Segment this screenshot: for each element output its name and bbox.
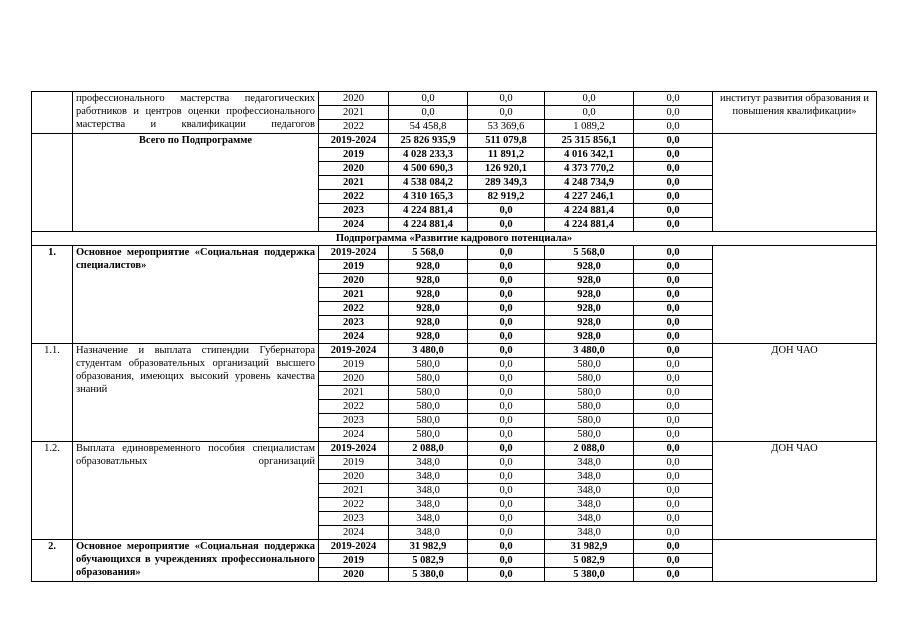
value-cell-4: 0,0 bbox=[634, 512, 713, 526]
item-number-cell: 2. bbox=[32, 540, 73, 582]
value-cell-1: 54 458,8 bbox=[389, 120, 468, 134]
value-cell-2: 0,0 bbox=[468, 288, 545, 302]
value-cell-1: 5 082,9 bbox=[389, 554, 468, 568]
value-cell-3: 4 227 246,1 bbox=[545, 190, 634, 204]
value-cell-3: 5 380,0 bbox=[545, 568, 634, 582]
value-cell-3: 580,0 bbox=[545, 372, 634, 386]
executor-cell bbox=[713, 246, 877, 344]
value-cell-1: 4 310 165,3 bbox=[389, 190, 468, 204]
table-row bbox=[32, 344, 877, 358]
value-cell-2: 0,0 bbox=[468, 540, 545, 554]
value-cell-4: 0,0 bbox=[634, 218, 713, 232]
value-cell-1: 580,0 bbox=[389, 386, 468, 400]
value-cell-2: 0,0 bbox=[468, 106, 545, 120]
year-cell: 2024 bbox=[319, 428, 389, 442]
year-cell: 2021 bbox=[319, 288, 389, 302]
year-cell: 2023 bbox=[319, 512, 389, 526]
value-cell-3: 580,0 bbox=[545, 428, 634, 442]
value-cell-4: 0,0 bbox=[634, 246, 713, 260]
item-number-cell: 1. bbox=[32, 246, 73, 344]
value-cell-4: 0,0 bbox=[634, 428, 713, 442]
value-cell-3: 5 568,0 bbox=[545, 246, 634, 260]
year-cell: 2019 bbox=[319, 554, 389, 568]
item-number-cell bbox=[32, 134, 73, 232]
value-cell-4: 0,0 bbox=[634, 456, 713, 470]
value-cell-1: 928,0 bbox=[389, 316, 468, 330]
value-cell-2: 0,0 bbox=[468, 330, 545, 344]
value-cell-1: 580,0 bbox=[389, 358, 468, 372]
value-cell-4: 0,0 bbox=[634, 288, 713, 302]
value-cell-3: 348,0 bbox=[545, 512, 634, 526]
item-number-cell bbox=[32, 92, 73, 134]
year-cell: 2019 bbox=[319, 148, 389, 162]
value-cell-1: 5 568,0 bbox=[389, 246, 468, 260]
value-cell-3: 348,0 bbox=[545, 470, 634, 484]
year-cell: 2019 bbox=[319, 260, 389, 274]
value-cell-2: 0,0 bbox=[468, 372, 545, 386]
value-cell-3: 0,0 bbox=[545, 92, 634, 106]
executor-cell: ДОН ЧАО bbox=[713, 344, 877, 442]
year-cell: 2021 bbox=[319, 176, 389, 190]
value-cell-1: 348,0 bbox=[389, 512, 468, 526]
value-cell-2: 0,0 bbox=[468, 92, 545, 106]
value-cell-3: 5 082,9 bbox=[545, 554, 634, 568]
year-cell: 2020 bbox=[319, 274, 389, 288]
subprogram-title: Подпрограмма «Развитие кадрового потенциала» bbox=[32, 232, 877, 246]
value-cell-1: 928,0 bbox=[389, 288, 468, 302]
value-cell-1: 25 826 935,9 bbox=[389, 134, 468, 148]
value-cell-2: 0,0 bbox=[468, 274, 545, 288]
item-number-cell: 1.1. bbox=[32, 344, 73, 442]
value-cell-2: 0,0 bbox=[468, 204, 545, 218]
year-cell: 2020 bbox=[319, 470, 389, 484]
year-cell: 2024 bbox=[319, 218, 389, 232]
value-cell-3: 4 224 881,4 bbox=[545, 204, 634, 218]
year-cell: 2020 bbox=[319, 372, 389, 386]
value-cell-2: 53 369,6 bbox=[468, 120, 545, 134]
table-row bbox=[32, 540, 877, 554]
year-cell: 2021 bbox=[319, 386, 389, 400]
value-cell-3: 348,0 bbox=[545, 498, 634, 512]
value-cell-1: 348,0 bbox=[389, 456, 468, 470]
value-cell-4: 0,0 bbox=[634, 442, 713, 456]
description-cell: Основное мероприятие «Социальная поддержка специалистов» bbox=[73, 246, 319, 344]
value-cell-4: 0,0 bbox=[634, 176, 713, 190]
value-cell-1: 5 380,0 bbox=[389, 568, 468, 582]
value-cell-2: 511 079,8 bbox=[468, 134, 545, 148]
value-cell-2: 0,0 bbox=[468, 260, 545, 274]
value-cell-1: 4 224 881,4 bbox=[389, 204, 468, 218]
value-cell-3: 3 480,0 bbox=[545, 344, 634, 358]
value-cell-3: 928,0 bbox=[545, 302, 634, 316]
value-cell-2: 0,0 bbox=[468, 498, 545, 512]
year-cell: 2019-2024 bbox=[319, 442, 389, 456]
value-cell-1: 928,0 bbox=[389, 260, 468, 274]
value-cell-4: 0,0 bbox=[634, 260, 713, 274]
value-cell-4: 0,0 bbox=[634, 330, 713, 344]
value-cell-4: 0,0 bbox=[634, 106, 713, 120]
value-cell-2: 0,0 bbox=[468, 344, 545, 358]
year-cell: 2022 bbox=[319, 498, 389, 512]
value-cell-4: 0,0 bbox=[634, 414, 713, 428]
year-cell: 2019-2024 bbox=[319, 246, 389, 260]
table-row bbox=[32, 134, 877, 148]
value-cell-4: 0,0 bbox=[634, 148, 713, 162]
description-cell: профессионального мастерства педагогических работников и центров оценки профессионального мастерства и квалификации педагогов bbox=[73, 92, 319, 134]
value-cell-3: 348,0 bbox=[545, 526, 634, 540]
year-cell: 2020 bbox=[319, 162, 389, 176]
year-cell: 2023 bbox=[319, 414, 389, 428]
description-cell: Основное мероприятие «Социальная поддержка обучающихся в учреждениях профессионального образования» bbox=[73, 540, 319, 582]
value-cell-1: 0,0 bbox=[389, 106, 468, 120]
value-cell-2: 0,0 bbox=[468, 358, 545, 372]
table-row bbox=[32, 246, 877, 260]
value-cell-3: 348,0 bbox=[545, 456, 634, 470]
value-cell-1: 3 480,0 bbox=[389, 344, 468, 358]
value-cell-1: 348,0 bbox=[389, 526, 468, 540]
value-cell-4: 0,0 bbox=[634, 554, 713, 568]
value-cell-3: 4 016 342,1 bbox=[545, 148, 634, 162]
value-cell-4: 0,0 bbox=[634, 400, 713, 414]
value-cell-2: 82 919,2 bbox=[468, 190, 545, 204]
executor-cell bbox=[713, 540, 877, 582]
value-cell-2: 289 349,3 bbox=[468, 176, 545, 190]
value-cell-2: 0,0 bbox=[468, 526, 545, 540]
value-cell-2: 0,0 bbox=[468, 246, 545, 260]
value-cell-1: 4 028 233,3 bbox=[389, 148, 468, 162]
year-cell: 2022 bbox=[319, 190, 389, 204]
value-cell-2: 0,0 bbox=[468, 554, 545, 568]
value-cell-4: 0,0 bbox=[634, 120, 713, 134]
value-cell-2: 0,0 bbox=[468, 218, 545, 232]
table-row bbox=[32, 92, 877, 106]
budget-table bbox=[31, 91, 877, 582]
subprogram-row bbox=[32, 232, 877, 246]
value-cell-2: 0,0 bbox=[468, 456, 545, 470]
value-cell-1: 580,0 bbox=[389, 400, 468, 414]
year-cell: 2019 bbox=[319, 456, 389, 470]
value-cell-3: 348,0 bbox=[545, 484, 634, 498]
value-cell-2: 0,0 bbox=[468, 470, 545, 484]
value-cell-3: 928,0 bbox=[545, 288, 634, 302]
value-cell-3: 928,0 bbox=[545, 316, 634, 330]
value-cell-2: 0,0 bbox=[468, 568, 545, 582]
value-cell-4: 0,0 bbox=[634, 568, 713, 582]
description-cell: Выплата единовременного пособия специалистам образоватльных организаций bbox=[73, 442, 319, 540]
value-cell-4: 0,0 bbox=[634, 372, 713, 386]
total-label-cell: Всего по Подпрограмме bbox=[73, 134, 319, 232]
year-cell: 2019 bbox=[319, 358, 389, 372]
value-cell-1: 348,0 bbox=[389, 484, 468, 498]
value-cell-4: 0,0 bbox=[634, 470, 713, 484]
value-cell-2: 0,0 bbox=[468, 414, 545, 428]
value-cell-2: 0,0 bbox=[468, 386, 545, 400]
value-cell-4: 0,0 bbox=[634, 344, 713, 358]
value-cell-4: 0,0 bbox=[634, 386, 713, 400]
year-cell: 2022 bbox=[319, 400, 389, 414]
value-cell-3: 928,0 bbox=[545, 274, 634, 288]
value-cell-2: 11 891,2 bbox=[468, 148, 545, 162]
value-cell-2: 0,0 bbox=[468, 400, 545, 414]
value-cell-4: 0,0 bbox=[634, 526, 713, 540]
value-cell-3: 4 373 770,2 bbox=[545, 162, 634, 176]
value-cell-1: 580,0 bbox=[389, 372, 468, 386]
value-cell-2: 0,0 bbox=[468, 428, 545, 442]
value-cell-1: 580,0 bbox=[389, 414, 468, 428]
value-cell-1: 4 224 881,4 bbox=[389, 218, 468, 232]
value-cell-4: 0,0 bbox=[634, 358, 713, 372]
value-cell-1: 928,0 bbox=[389, 274, 468, 288]
year-cell: 2021 bbox=[319, 484, 389, 498]
executor-cell bbox=[713, 134, 877, 232]
year-cell: 2021 bbox=[319, 106, 389, 120]
value-cell-2: 126 920,1 bbox=[468, 162, 545, 176]
value-cell-3: 4 248 734,9 bbox=[545, 176, 634, 190]
value-cell-1: 348,0 bbox=[389, 498, 468, 512]
value-cell-1: 4 538 084,2 bbox=[389, 176, 468, 190]
value-cell-4: 0,0 bbox=[634, 274, 713, 288]
year-cell: 2023 bbox=[319, 316, 389, 330]
value-cell-1: 928,0 bbox=[389, 302, 468, 316]
year-cell: 2022 bbox=[319, 302, 389, 316]
year-cell: 2024 bbox=[319, 526, 389, 540]
value-cell-4: 0,0 bbox=[634, 540, 713, 554]
value-cell-4: 0,0 bbox=[634, 162, 713, 176]
value-cell-1: 348,0 bbox=[389, 470, 468, 484]
year-cell: 2020 bbox=[319, 92, 389, 106]
value-cell-1: 31 982,9 bbox=[389, 540, 468, 554]
value-cell-4: 0,0 bbox=[634, 302, 713, 316]
executor-cell: институт развития образования и повышения квалификации» bbox=[713, 92, 877, 134]
value-cell-3: 31 982,9 bbox=[545, 540, 634, 554]
value-cell-4: 0,0 bbox=[634, 498, 713, 512]
value-cell-3: 4 224 881,4 bbox=[545, 218, 634, 232]
item-number-cell: 1.2. bbox=[32, 442, 73, 540]
year-cell: 2020 bbox=[319, 568, 389, 582]
value-cell-4: 0,0 bbox=[634, 92, 713, 106]
value-cell-3: 928,0 bbox=[545, 330, 634, 344]
value-cell-4: 0,0 bbox=[634, 190, 713, 204]
value-cell-4: 0,0 bbox=[634, 134, 713, 148]
value-cell-1: 4 500 690,3 bbox=[389, 162, 468, 176]
value-cell-3: 580,0 bbox=[545, 386, 634, 400]
value-cell-2: 0,0 bbox=[468, 302, 545, 316]
value-cell-2: 0,0 bbox=[468, 442, 545, 456]
value-cell-3: 580,0 bbox=[545, 400, 634, 414]
year-cell: 2024 bbox=[319, 330, 389, 344]
value-cell-1: 2 088,0 bbox=[389, 442, 468, 456]
value-cell-2: 0,0 bbox=[468, 512, 545, 526]
value-cell-4: 0,0 bbox=[634, 316, 713, 330]
value-cell-3: 928,0 bbox=[545, 260, 634, 274]
value-cell-3: 1 089,2 bbox=[545, 120, 634, 134]
year-cell: 2023 bbox=[319, 204, 389, 218]
value-cell-3: 25 315 856,1 bbox=[545, 134, 634, 148]
year-cell: 2022 bbox=[319, 120, 389, 134]
year-cell: 2019-2024 bbox=[319, 540, 389, 554]
table-row bbox=[32, 442, 877, 456]
year-cell: 2019-2024 bbox=[319, 134, 389, 148]
value-cell-4: 0,0 bbox=[634, 484, 713, 498]
value-cell-3: 580,0 bbox=[545, 414, 634, 428]
value-cell-2: 0,0 bbox=[468, 484, 545, 498]
value-cell-4: 0,0 bbox=[634, 204, 713, 218]
value-cell-3: 2 088,0 bbox=[545, 442, 634, 456]
value-cell-1: 580,0 bbox=[389, 428, 468, 442]
value-cell-3: 580,0 bbox=[545, 358, 634, 372]
year-cell: 2019-2024 bbox=[319, 344, 389, 358]
value-cell-1: 928,0 bbox=[389, 330, 468, 344]
value-cell-1: 0,0 bbox=[389, 92, 468, 106]
value-cell-2: 0,0 bbox=[468, 316, 545, 330]
executor-cell: ДОН ЧАО bbox=[713, 442, 877, 540]
description-cell: Назначение и выплата стипендии Губернатора студентам образовательных организаций высшего образования, имеющих высокий уровень качества знаний bbox=[73, 344, 319, 442]
value-cell-3: 0,0 bbox=[545, 106, 634, 120]
